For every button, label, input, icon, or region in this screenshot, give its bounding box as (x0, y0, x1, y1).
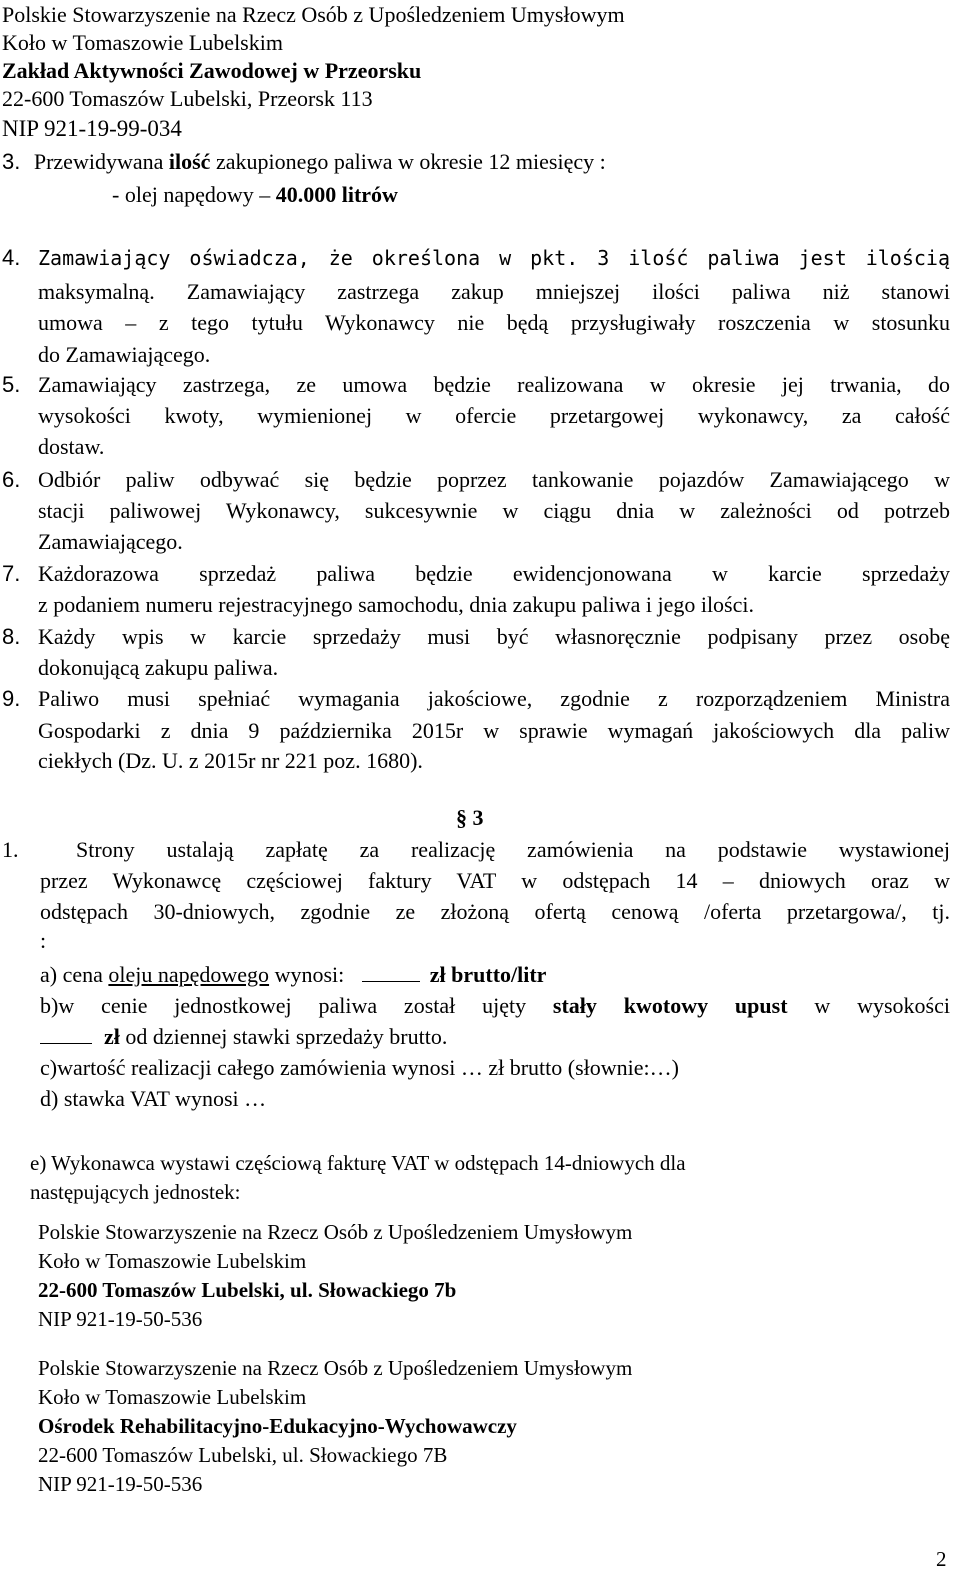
item-7-line1: Każdorazowa sprzedaż paliwa będzie ewidencjonowana w karcie sprzedaży (38, 561, 950, 586)
item-number: 9. (2, 686, 21, 711)
price-line (40, 960, 546, 990)
price-blank-field (362, 963, 420, 982)
item-sub-text: - olej napędowy – (112, 182, 276, 207)
total-value-line: c)wartość realizacji całego zamówienia wynosi … zł brutto (słownie:…) (40, 1055, 679, 1080)
item-9-number (2, 684, 20, 714)
discount-bold: stały kwotowy upust (552, 993, 788, 1018)
item-4-line1: Zamawiający oświadcza, że określona w pkt. 3 ilość paliwa jest ilością (38, 246, 950, 270)
item-5-number (2, 370, 20, 400)
header-address: 22-600 Tomaszów Lubelski, Przeorsk 113 (2, 86, 373, 111)
item-number: 3. (2, 149, 21, 174)
header-org-line1: Polskie Stowarzyszenie na Rzecz Osób z Upośledzeniem Umysłowym (2, 2, 625, 27)
unit2-line2: Koło w Tomaszowie Lubelskim (38, 1385, 307, 1409)
price-mid: wynosi: (269, 962, 350, 987)
section3-p1-line1: Strony ustalają zapłatę za realizację zamówienia na podstawie wystawionej (76, 837, 950, 862)
item-9-line1: Paliwo musi spełniać wymagania jakościowe, zgodnie z rozporządzeniem Ministra (38, 686, 950, 711)
item-5-line1: Zamawiający zastrzega, ze umowa będzie realizowana w okresie jej trwania, do (38, 372, 950, 397)
discount-prefix: b)w cenie jednostkowej paliwa został ujęty (40, 993, 553, 1018)
page-number: 2 (936, 1547, 947, 1571)
item-text: Przewidywana (33, 149, 169, 174)
discount-text: od dziennej stawki sprzedaży brutto. (119, 1024, 448, 1049)
price-prefix: a) cena (40, 962, 109, 987)
item-7-number (2, 559, 20, 589)
item-7-line2: z podaniem numeru rejestracyjnego samochodu, dnia zakupu paliwa i jego ilości. (38, 592, 754, 617)
price-fuel-name: oleju napędowego (108, 962, 270, 987)
invoice-line1: e) Wykonawca wystawi częściową fakturę VAT w odstępach 14-dniowych dla (30, 1151, 686, 1175)
price-unit: zł brutto/litr (429, 962, 547, 987)
section3-p1-line4: : (40, 928, 47, 953)
unit1-line3: 22-600 Tomaszów Lubelski, ul. Słowackiego 7b (38, 1278, 457, 1302)
item-3-sub (112, 180, 398, 210)
unit2-line5: NIP 921-19-50-536 (38, 1472, 203, 1496)
section3-p1-line2: przez Wykonawcę częściowej faktury VAT w odstępach 14 – dniowych oraz w (40, 868, 950, 893)
section3-p1-line3: odstępach 30-dniowych, zgodnie ze złożoną ofertą cenową /oferta przetargowa/, tj. (40, 899, 950, 924)
item-4-line2: maksymalną. Zamawiający zastrzega zakup mniejszej ilości paliwa niż stanowi (38, 279, 950, 304)
header-unit: Zakład Aktywności Zawodowej w Przeorsku (2, 58, 422, 83)
unit2-line4: 22-600 Tomaszów Lubelski, ul. Słowackiego 7B (38, 1443, 448, 1467)
item-sub-bold: 40.000 litrów (275, 182, 398, 207)
unit1-line1: Polskie Stowarzyszenie na Rzecz Osób z Upośledzeniem Umysłowym (38, 1220, 633, 1244)
item-9-line2: Gospodarki z dnia 9 października 2015r w sprawie wymagań jakościowych dla paliw (38, 718, 950, 743)
discount-suffix: w wysokości (787, 993, 950, 1018)
item-text: zakupionego paliwa w okresie 12 miesięcy : (210, 149, 606, 174)
item-5-line2: wysokości kwoty, wymienionej w ofercie przetargowej wykonawcy, za całość (38, 403, 950, 428)
header-org-line2: Koło w Tomaszowie Lubelskim (2, 30, 283, 55)
item-number: 4. (2, 245, 21, 270)
section-heading: § 3 (456, 805, 484, 830)
unit2-line1: Polskie Stowarzyszenie na Rzecz Osób z Upośledzeniem Umysłowym (38, 1356, 633, 1380)
item-8-number (2, 622, 20, 652)
header-nip: NIP 921-19-99-034 (2, 116, 182, 141)
item-4-line3: umowa – z tego tytułu Wykonawcy nie będą przysługiwały roszczenia w stosunku (38, 310, 950, 335)
section3-point-number: 1. (2, 837, 19, 862)
item-8-line1: Każdy wpis w karcie sprzedaży musi być własnoręcznie podpisany przez osobę (38, 624, 950, 649)
item-number: 8. (2, 624, 21, 649)
item-6-line2: stacji paliwowej Wykonawcy, sukcesywnie w ciągu dnia w zależności od potrzeb (38, 498, 950, 523)
item-6-line1: Odbiór paliw odbywać się będzie poprzez tankowanie pojazdów Zamawiającego w (38, 467, 950, 492)
item-8-line2: dokonującą zakupu paliwa. (38, 655, 279, 680)
item-4-line4: do Zamawiającego. (38, 342, 211, 367)
discount-line1 (40, 991, 950, 1021)
item-number: 6. (2, 467, 21, 492)
item-6-number (2, 465, 20, 495)
item-3 (2, 147, 606, 177)
unit1-line4: NIP 921-19-50-536 (38, 1307, 203, 1331)
vat-rate-line: d) stawka VAT wynosi … (40, 1086, 267, 1111)
discount-currency: zł (104, 1024, 120, 1049)
item-4-number (2, 243, 20, 273)
invoice-line2: następujących jednostek: (30, 1180, 241, 1204)
item-number: 7. (2, 561, 21, 586)
item-5-line3: dostaw. (38, 434, 105, 459)
item-6-line3: Zamawiającego. (38, 529, 183, 554)
item-text-bold: ilość (168, 149, 211, 174)
unit1-line2: Koło w Tomaszowie Lubelskim (38, 1249, 307, 1273)
item-9-line3: ciekłych (Dz. U. z 2015r nr 221 poz. 1680). (38, 748, 423, 773)
discount-blank-field (40, 1025, 92, 1044)
unit2-line3: Ośrodek Rehabilitacyjno-Edukacyjno-Wychowawczy (38, 1414, 517, 1438)
item-number: 5. (2, 372, 21, 397)
discount-line2 (40, 1022, 447, 1052)
